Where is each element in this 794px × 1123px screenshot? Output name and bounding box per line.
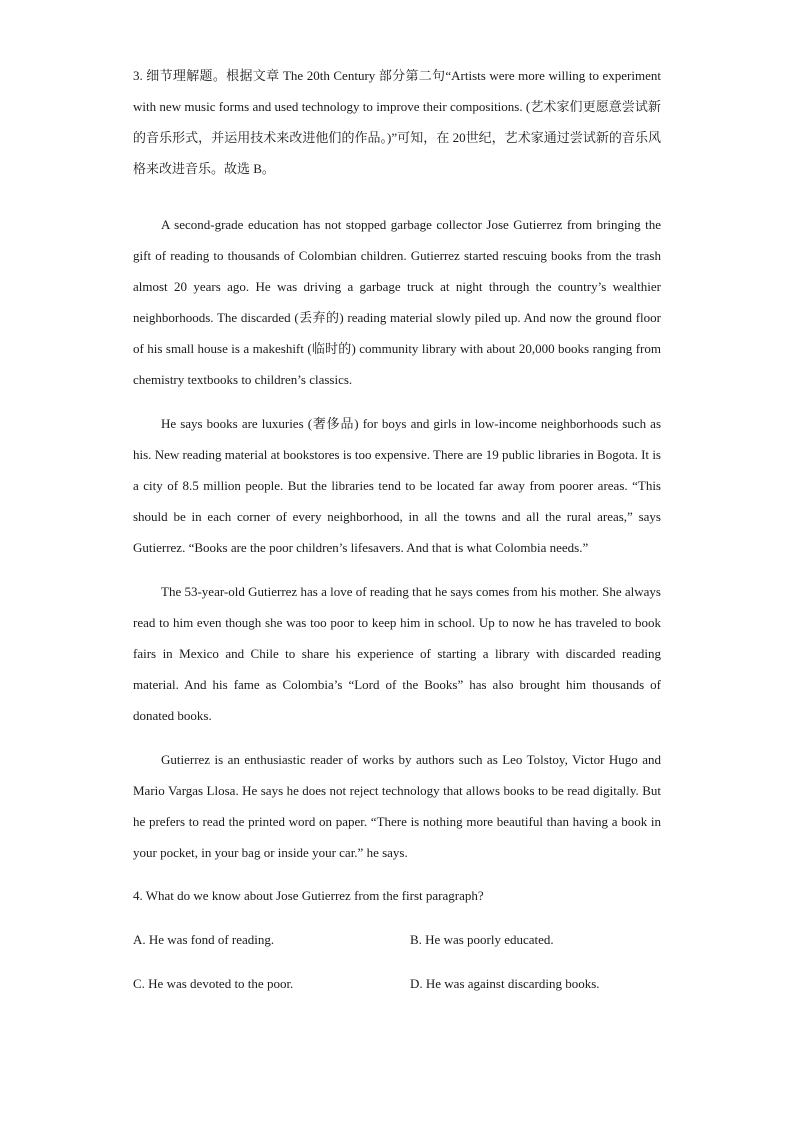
document-page [133, 60, 661, 999]
passage-paragraph-4: Gutierrez is an enthusiastic reader of works by authors such as Leo Tolstoy, Victor Hugo and Mario Vargas Llosa. He says he does not reject technology that allows books to be read digitally. But he prefers to read the printed word on paper. “There is nothing more beautiful than having a book in your pocket, in your bag or inside your car.” he says. [133, 752, 661, 860]
paragraph-gap [133, 395, 661, 408]
option-c: C. He was devoted to the poor. [133, 976, 294, 991]
option-b: B. He was poorly educated. [410, 932, 554, 947]
answer-explanation: 3. 细节理解题。根据文章 The 20th Century 部分第二句“Artists were more willing to experiment with new music forms and used technology to improve their compositions. (艺术家们更愿意尝试新的音乐形式，并运用技术来改进他们的作品。)”可知，在 20世纪，艺术家通过尝试新的音乐风格来改进音乐。故选 B。 [133, 68, 661, 176]
paragraph-gap [133, 196, 661, 209]
option-d: D. He was against discarding books. [410, 976, 600, 991]
passage-paragraph-3: The 53-year-old Gutierrez has a love of reading that he says comes from his mother. She always read to him even though she was too poor to keep him in school. Up to now he has traveled to book fairs in Mexico and Chile to share his experience of starting a library with discarded reading material. And his fame as Colombia’s “Lord of the Books” has also brought him thousands of donated books. [133, 584, 661, 723]
passage-paragraph-2: He says books are luxuries (奢侈品) for boys and girls in low-income neighborhoods such as his. New reading material at bookstores is too expensive. There are 19 public libraries in Bogota. It is a city of 8.5 million people. But the libraries tend to be located far away from poorer areas. “This should be in each corner of every neighborhood, in all the towns and all the rural areas,” says Gutierrez. “Books are the poor children’s lifesavers. And that is what Colombia needs.” [133, 416, 661, 555]
paragraph-gap [133, 563, 661, 576]
option-a: A. He was fond of reading. [133, 932, 275, 947]
answer-options [133, 924, 661, 999]
passage-paragraph-1: A second-grade education has not stopped garbage collector Jose Gutierrez from bringing the gift of reading to thousands of Colombian children. Gutierrez started rescuing books from the trash almost 20 years ago. He was driving a garbage truck at night through the country’s wealthier neighborhoods. The discarded (丢弃的) reading material slowly piled up. And now the ground floor of his small house is a makeshift (临时的) community library with about 20,000 books ranging from chemistry textbooks to children’s classics. [133, 217, 661, 387]
question-stem: 4. What do we know about Jose Gutierrez from the first paragraph? [133, 888, 484, 903]
paragraph-gap [133, 731, 661, 744]
